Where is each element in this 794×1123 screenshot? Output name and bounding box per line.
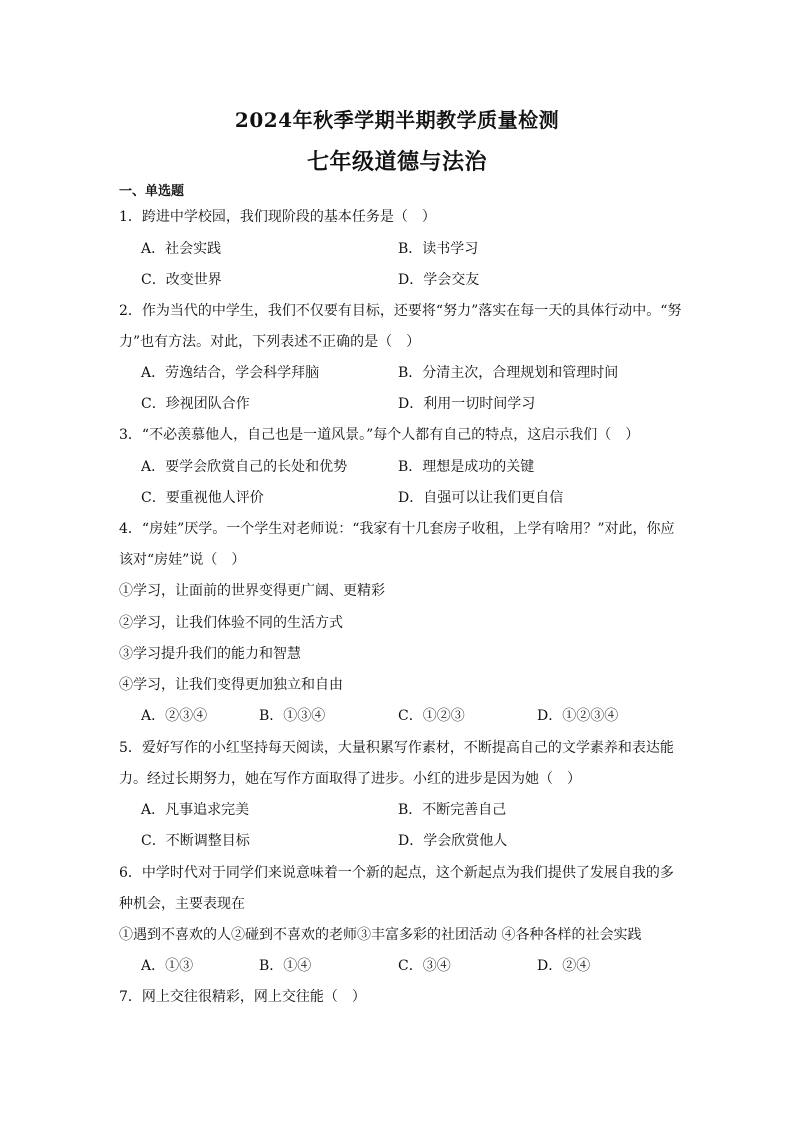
question-3-option-c: C．要重视他人评价 [141,490,264,506]
question-5-option-a: A．凡事追求完美 [141,802,250,818]
question-4-statement-1: ①学习，让面前的世界变得更广阔、更精彩 [119,583,385,599]
question-1-option-c: C．改变世界 [141,272,222,288]
question-5-stem-line-2: 力。经过长期努力，她在写作方面取得了进步。小红的进步是因为她（ ） [119,771,581,787]
question-5-option-c: C．不断调整目标 [141,833,250,849]
question-4-stem-line-2: 该对“房娃”说（ ） [119,552,246,568]
question-4-stem-line-1: 4．“房娃”厌学。一个学生对老师说：“我家有十几套房子收租，上学有啥用？”对此，你应 [119,521,675,537]
question-3-option-d: D．自强可以让我们更自信 [398,490,564,506]
question-6-statements: ①遇到不喜欢的人②碰到不喜欢的老师③丰富多彩的社团活动 ④各种各样的社会实践 [119,927,642,943]
question-1-option-b: B．读书学习 [398,241,479,257]
question-6-option-b: B．①④ [259,958,312,974]
question-3-option-a: A．要学会欣赏自己的长处和优势 [141,459,348,475]
question-1-option-d: D．学会交友 [398,272,480,288]
question-4-option-a: A．②③④ [141,708,208,724]
question-2-option-b: B．分清主次，合理规划和管理时间 [398,365,619,381]
question-3-option-b: B．理想是成功的关键 [398,459,535,475]
question-4-option-c: C．①②③ [398,708,465,724]
question-4-statement-2: ②学习，让我们体验不同的生活方式 [119,615,343,631]
question-2-stem-line-2: 力”也有方法。对此，下列表述不正确的是（ ） [119,334,421,350]
exam-title: 2024年秋季学期半期教学质量检测 [234,108,560,132]
question-6-option-c: C．③④ [398,958,451,974]
question-2-option-c: C．珍视团队合作 [141,396,250,412]
question-6-stem-line-2: 种机会，主要表现在 [119,896,245,912]
question-6-option-a: A．①③ [141,958,194,974]
question-3-stem: 3．“不必羡慕他人，自己也是一道风景。”每个人都有自己的特点，这启示我们（ ） [119,427,640,443]
question-5-option-d: D．学会欣赏他人 [398,833,508,849]
question-1-option-a: A．社会实践 [141,241,222,257]
question-5-stem-line-1: 5．爱好写作的小红坚持每天阅读，大量积累写作素材，不断提高自己的文学素养和表达能 [119,740,674,756]
question-2-option-d: D．利用一切时间学习 [398,396,536,412]
exam-subject: 七年级道德与法治 [306,149,487,175]
question-4-option-d: D．①②③④ [537,708,619,724]
question-4-statement-3: ③学习提升我们的能力和智慧 [119,646,301,662]
question-4-option-b: B．①③④ [259,708,326,724]
section-heading: 一、单选题 [119,184,185,199]
question-6-stem-line-1: 6．中学时代对于同学们来说意味着一个新的起点，这个新起点为我们提供了发展自我的多 [119,865,674,881]
question-4-statement-4: ④学习，让我们变得更加独立和自由 [119,677,343,693]
question-6-option-d: D．②④ [537,958,591,974]
question-2-stem-line-1: 2．作为当代的中学生，我们不仅要有目标，还要将“努力”落实在每一天的具体行动中。“努 [119,303,682,319]
question-2-option-a: A．劳逸结合，学会科学拜脑 [141,365,320,381]
question-1-stem: 1．跨进中学校园，我们现阶段的基本任务是（ ） [119,209,436,225]
question-7-stem: 7．网上交往很精彩，网上交往能（ ） [119,989,366,1005]
question-5-option-b: B．不断完善自己 [398,802,507,818]
